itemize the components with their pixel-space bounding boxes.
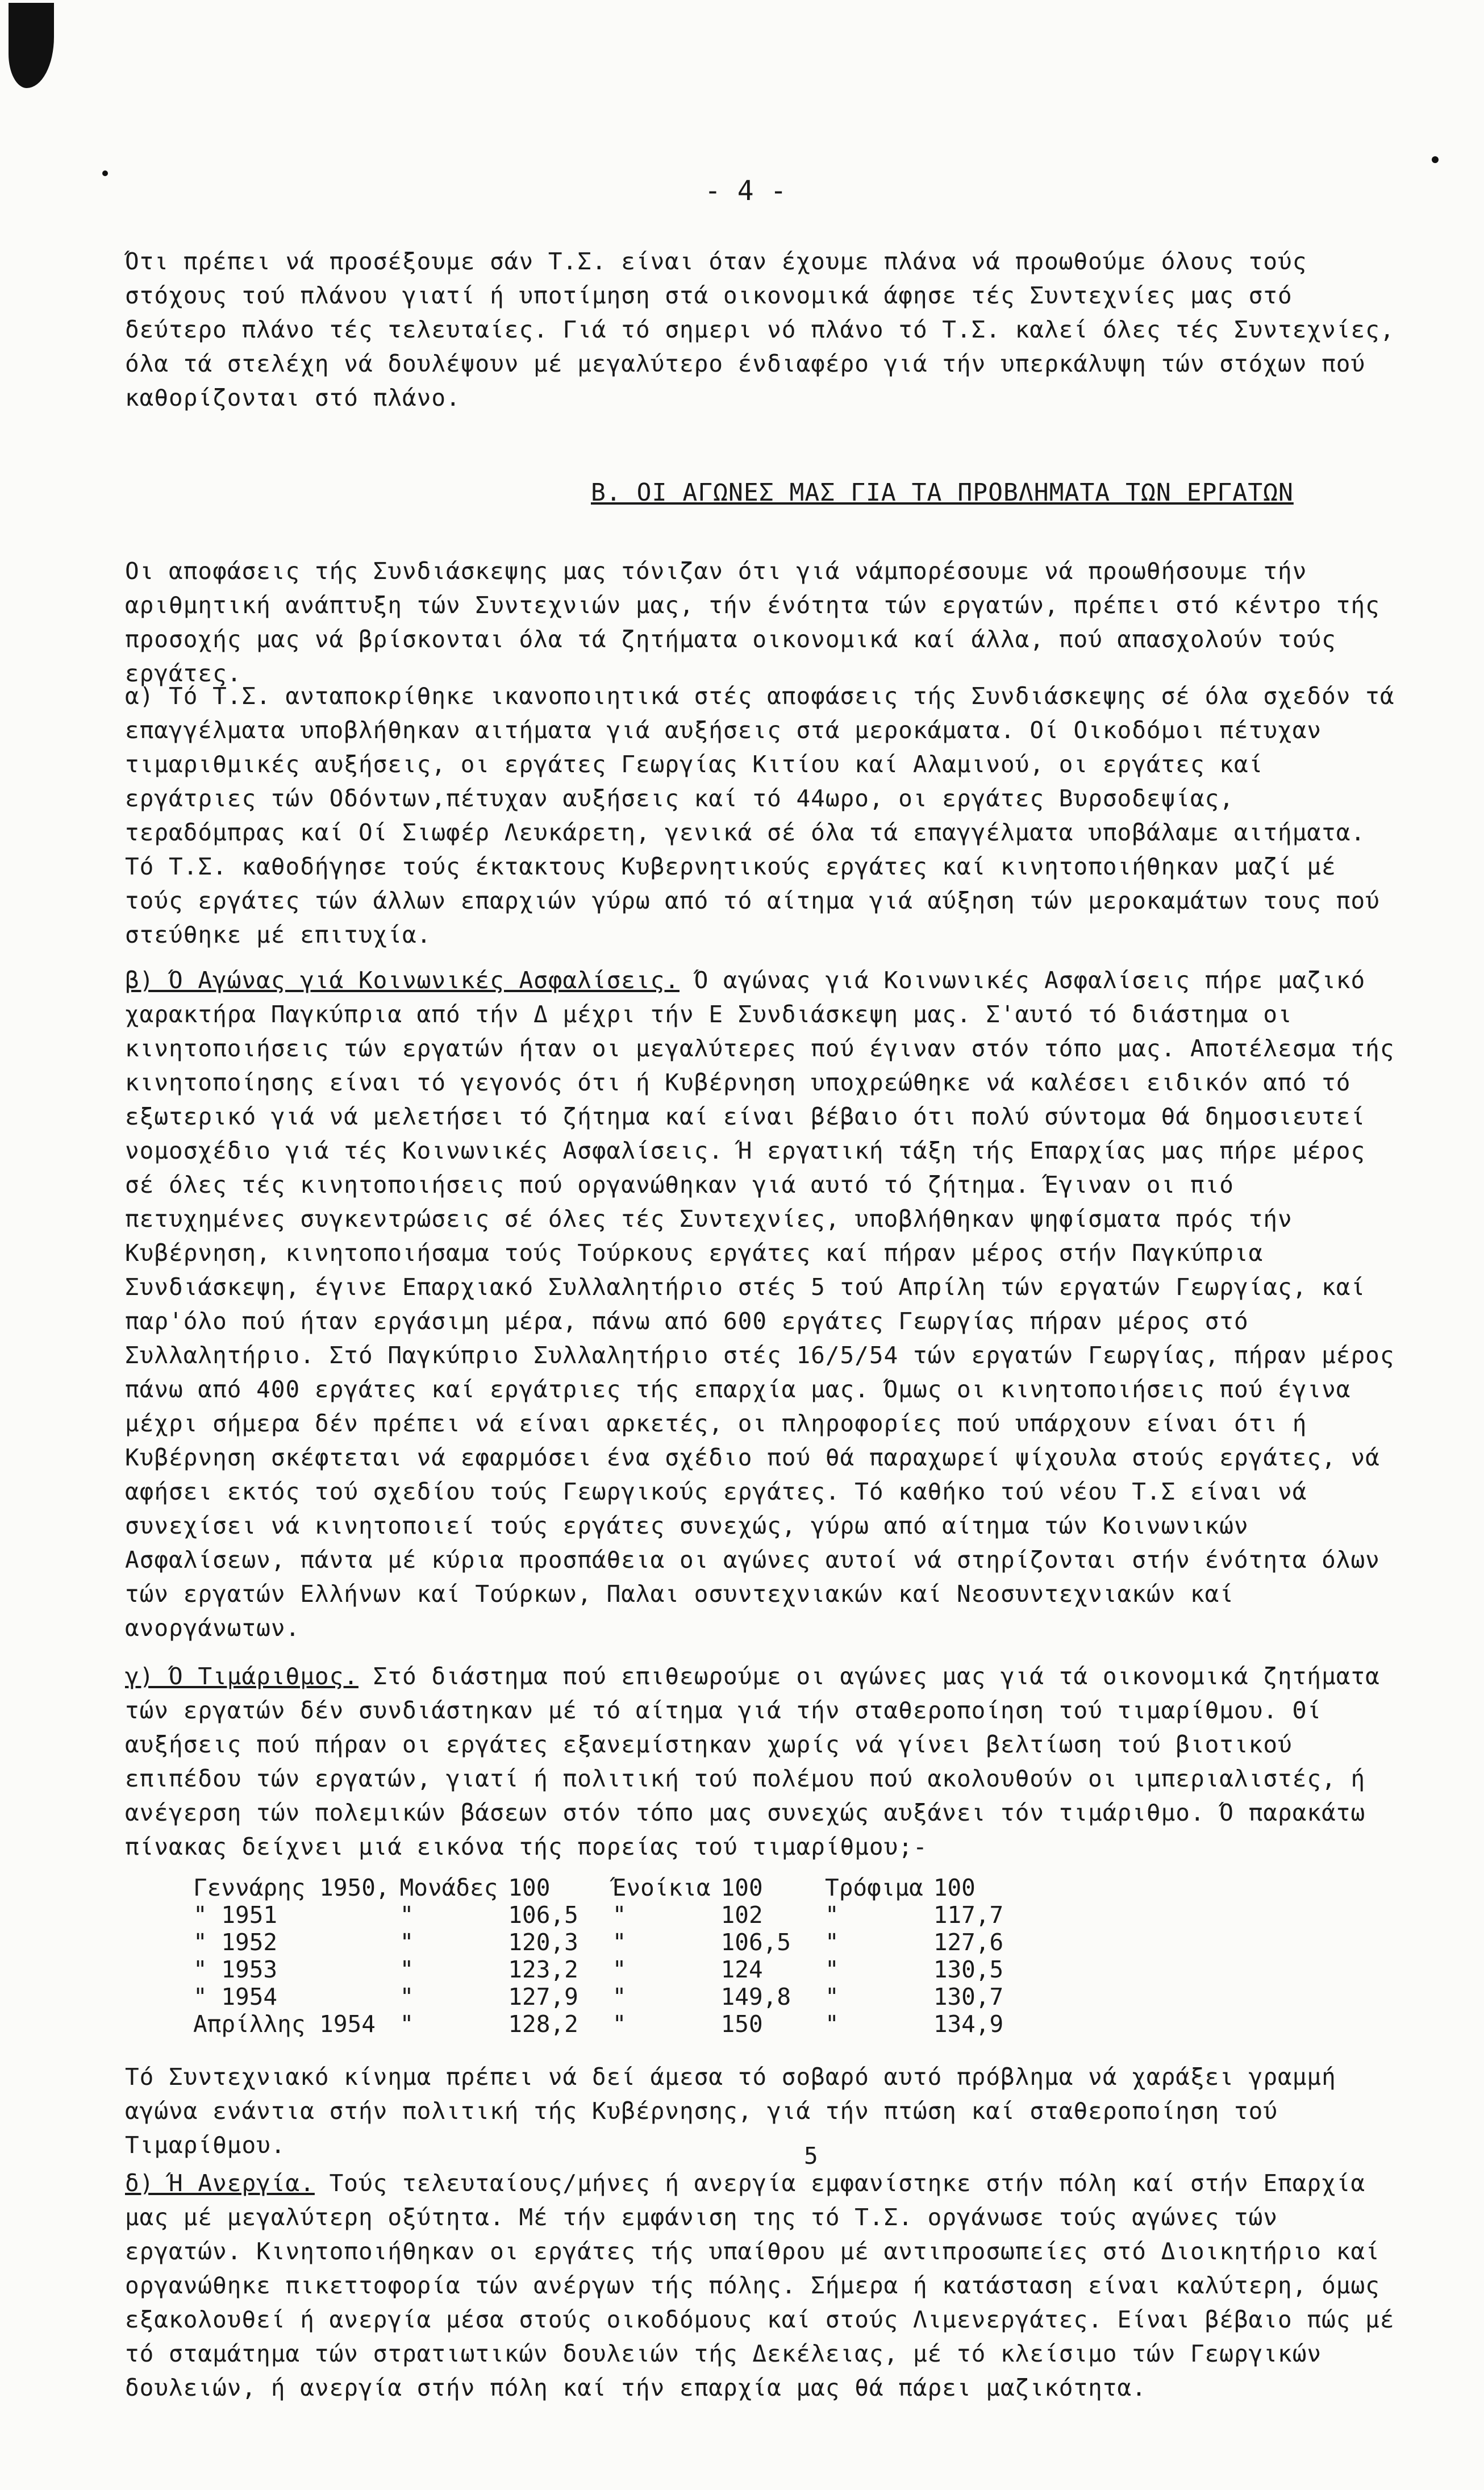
- table-cell-date: Απρίλλης 1954: [193, 2010, 376, 2038]
- paragraph-opening: Οι αποφάσεις τής Συνδιάσκεψης μας τόνιζαν ότι γιά νάμπορέσουμε νά προωθήσουμε τήν αριθμητική ανάπτυξη τών Συντεχνιών μας, τήν ένότητα τών εργατών, πρέπει στό κέντρο τής προσοχής μας νά βρίσκονται όλα τά ζητήματα οικονομικά καί άλλα, πού απασχολούν τούς εργάτες.: [125, 557, 1395, 687]
- table-cell-rent: 124: [720, 1956, 763, 1983]
- table-cell-rent: 106,5: [720, 1929, 791, 1956]
- scan-artifact: [1432, 156, 1439, 163]
- footnote-mark: 5: [804, 2142, 818, 2170]
- table-cell-food-label: ": [825, 1901, 839, 1929]
- table-cell-food-label: ": [825, 1983, 839, 2010]
- paragraph-b: Ό αγώνας γιά Κοινωνικές Ασφαλίσεις πήρε μαζικό χαρακτήρα Παγκύπρια από τήν Δ μέχρι τήν Ε Συνδιάσκεψη μας. Σ'αυτό τό διάστημα οι κινητοποιήσεις τών εργατών ήταν οι μεγαλύτερες πού έγιναν στόν τόπο μας. Αποτέλεσμα τής κινητοποίησης είναι τό γεγονός ότι ή Κυβέρνηση υποχρεώθηκε νά καλέσει ειδικόν από τό εξωτερικό γιά νά μελετήσει τό ζήτημα καί είναι βέβαιο ότι πολύ σύντομα θά δημοσιευτεί νομοσχέδιο γιά τές Κοινωνικές Ασφαλίσεις. Ή εργατική τάξη τής Επαρχίας μας πήρε μέρος σέ όλες τές κινητοποιήσεις πού οργανώθηκαν γιά αυτό τό ζήτημα. Έγιναν οι πιό πετυχημένες συγκεντρώσεις σέ όλες τές Συντεχνίες, υποβλήθηκαν ψηφίσματα πρός τήν Κυβέρνηση, κινητοποιήσαμα τούς Τούρκους εργάτες καί πήραν μέρος στήν Παγκύπρια Συνδιάσκεψη, έγινε Επαρχιακό Συλλαλητήριο στές 5 τού Απρίλη τών εργατών Γεωργίας, καί παρ'όλο πού ήταν εργάσιμη μέρα, πάνω από 600 εργάτες Γεωργίας πήραν μέρος στό Συλλαλητήριο. Στό Παγκύπριο Συλλαλητήριο στές 16/5/54 τών εργατών Γεωργίας, πήραν μέρος πάνω από 400 εργάτες καί εργάτριες τής επαρχία μας. Όμως οι κινητοποιήσεις πού έγινα μέχρι σήμερα δέν πρέπει νά είναι αρκετές, οι πληροφορίες πού υπάρχουν είναι ότι ή Κυβέρνηση σκέφτεται νά εφαρμόσει ένα σχέδιο πού θά παραχωρεί ψίχουλα στούς εργάτες, νά αφήσει εκτός τού σχεδίου τούς Γεωργικούς εργάτες. Τό καθήκο τού νέου Τ.Σ είναι νά συνεχίσει νά κινητοποιεί τούς εργάτες συνεχώς, γύρω από αίτημα τών Κοινωνικών Ασφαλίσεων, πάντα μέ κύρια προσπάθεια οι αγώνες αυτοί νά στηρίζονται στήν ένότητα όλων τών εργατών Ελλήνων καί Τούρκων, Παλαι οσυντεχνιακών καί Νεοσυντεχνιακών καί ανοργάνωτων.: [125, 967, 1410, 1642]
- table-cell-units: ": [399, 2010, 414, 2038]
- section-heading: Β. ΟΙ ΑΓΩΝΕΣ ΜΑΣ ΓΙΑ ΤΑ ΠΡΟΒΛΗΜΑΤΑ ΤΩΝ ΕΡΓΑΤΩΝ: [591, 478, 1294, 507]
- table-cell-total: 106,5: [508, 1901, 578, 1929]
- table-row: [193, 1901, 1014, 1929]
- table-cell-food-label: ": [825, 2010, 839, 2038]
- table-cell-units: ": [399, 1929, 414, 1956]
- table-cell-units: ": [399, 1983, 414, 2010]
- table-cell-units: Μονάδες: [399, 1874, 498, 1901]
- paragraph-c: Στό διάστημα πού επιθεωρούμε οι αγώνες μας γιά τά οικονομικά ζητήματα τών εργατών δέν συνδιάστηκαν μέ τό αίτημα γιά τήν σταθεροποίηση τού τιμαρίθμου. Θί αυξήσεις πού πήραν οι εργάτες εξανεμίστηκαν χωρίς νά γίνει βελτίωση τού βιοτικού επιπέδου τών εργατών, γιατί ή πολιτική τού πολέμου πού ακολουθούν οι ιμπεριαλιστές, ή ανέγερση τών πολεμικών βάσεων στόν τόπο μας συνεχώς αυξάνει τόν τιμάριθμο. Ό παρακάτω πίνακας δείχνει μιά εικόνα τής πορείας τού τιμαρίθμου;-: [125, 1663, 1395, 1860]
- table-cell-food: 130,7: [933, 1983, 1004, 2010]
- table-cell-units: ": [399, 1901, 414, 1929]
- table-cell-rent: 100: [720, 1874, 763, 1901]
- table-cell-total: 128,2: [508, 2010, 578, 2038]
- table-cell-food: 134,9: [933, 2010, 1004, 2038]
- table-cell-food-label: Τρόφιμα: [825, 1874, 923, 1901]
- paragraph-b-label: β) Ό Αγώνας γιά Κοινωνικές Ασφαλίσεις.: [125, 967, 680, 994]
- table-cell-rent-label: ": [612, 2010, 627, 2038]
- table-cell-rent-label: ": [612, 1983, 627, 2010]
- scan-artifact: [102, 170, 108, 176]
- table-cell-units: ": [399, 1956, 414, 1983]
- table-cell-date: " 1953: [193, 1956, 278, 1983]
- table-cell-total: 127,9: [508, 1983, 578, 2010]
- table-cell-total: 100: [508, 1874, 551, 1901]
- table-cell-rent-label: ": [612, 1929, 627, 1956]
- table-cell-rent: 102: [720, 1901, 763, 1929]
- paragraph-d: Τούς τελευταίους/μήνες ή ανεργία εμφανίστηκε στήν πόλη καί στήν Επαρχία μας μέ μεγαλύτερη οξύτητα. Μέ τήν εμφάνιση της τό Τ.Σ. οργάνωσε τούς αγώνες τών εργατών. Κινητοποιήθηκαν οι εργάτες τής υπαίθρου μέ αντιπροσωπείες στό Διοικητήριο καί οργανώθηκε πικεττοφορία τών ανέργων τής πόλης. Σήμερα ή κατάσταση είναι καλύτερη, όμως εξακολουθεί ή ανεργία μέσα στούς οικοδόμους καί στούς Λιμενεργάτες. Είναι βέβαιο πώς μέ τό σταμάτημα τών στρατιωτικών δουλειών τής Δεκέλειας, μέ τό κλείσιμο τών Γεωργικών δουλειών, ή ανεργία στήν πόλη καί τήν επαρχία μας θά πάρει μαζικότητα.: [125, 2170, 1410, 2401]
- table-cell-total: 123,2: [508, 1956, 578, 1983]
- table-cell-rent-label: Ένοίκια: [612, 1874, 711, 1901]
- table-cell-food: 127,6: [933, 1929, 1004, 1956]
- table-cell-food: 100: [933, 1874, 976, 1901]
- table-cell-food: 117,7: [933, 1901, 1004, 1929]
- paragraph-d-label: δ) Ή Ανεργία.: [125, 2170, 315, 2197]
- paragraph-c-label: γ) Ό Τιμάριθμος.: [125, 1663, 359, 1690]
- table-cell-food: 130,5: [933, 1956, 1004, 1983]
- price-index-table: [193, 1874, 1014, 2038]
- scan-artifact: [9, 3, 54, 88]
- page-number: - 4 -: [705, 175, 787, 207]
- table-cell-rent: 150: [720, 2010, 763, 2038]
- paragraph-c-block: [125, 1659, 1398, 1864]
- paragraph-b-block: [125, 963, 1410, 1645]
- table-cell-food-label: ": [825, 1956, 839, 1983]
- table-row: [193, 2010, 1014, 2038]
- paragraph-after-table: Τό Συντεχνιακό κίνημα πρέπει νά δεί άμεσα τό σοβαρό αυτό πρόβλημα νά χαράξει γραμμή αγώνα ενάντια στήν πολιτική τής Κυβέρνησης, γιά τήν πτώση καί σταθεροποίηση τού Τιμαρίθμου.: [125, 2063, 1351, 2159]
- table-row: [193, 1983, 1014, 2010]
- table-cell-date: " 1954: [193, 1983, 278, 2010]
- table-cell-date: " 1952: [193, 1929, 278, 1956]
- intro-paragraph: Ότι πρέπει νά προσέξουμε σάν Τ.Σ. είναι όταν έχουμε πλάνα νά προωθούμε όλους τούς στόχους τού πλάνου γιατί ή υποτίμηση στά οικονομικά άφησε τές Συντεχνίες μας στό δεύτερο πλάνο τές τελευταίες. Γιά τό σημερι νό πλάνο τό Τ.Σ. καλεί όλες τές Συντεχνίες, όλα τά στελέχη νά δουλέψουν μέ μεγαλύτερο ένδιαφέρο γιά τήν υπερκάλυψη τών στόχων πού καθορίζονται στό πλάνο.: [125, 248, 1410, 411]
- table-row: [193, 1929, 1014, 1956]
- paragraph-a: α) Τό Τ.Σ. ανταποκρίθηκε ικανοποιητικά στές αποφάσεις τής Συνδιάσκεψης σέ όλα σχεδόν τά επαγγέλματα υποβλήθηκαν αιτήματα γιά αυξήσεις στά μεροκάματα. Οί Οικοδόμοι πέτυχαν τιμαριθμικές αυξήσεις, οι εργάτες Γεωργίας Κιτίου καί Αλαμινού, οι εργάτες καί εργάτριες τών Οδόντων,πέτυχαν αυξήσεις καί τό 44ωρο, οι εργάτες Βυρσοδεψίας, τεραδόμπρας καί Οί Σιωφέρ Λευκάρετη, γενικά σέ όλα τά επαγγέλματα υποβάλαμε αιτήματα. Τό Τ.Σ. καθοδήγησε τούς έκτακτους Κυβερνητικούς εργάτες καί κινητοποιήθηκαν μαζί μέ τούς εργάτες τών άλλων επαρχιών γύρω από τό αίτημα γιά αύξηση τών μεροκαμάτων τους πού στεύθηκε μέ επιτυχία.: [125, 682, 1410, 948]
- table-cell-date: Γεννάρης 1950,: [193, 1874, 390, 1901]
- table-cell-date: " 1951: [193, 1901, 278, 1929]
- table-cell-rent: 149,8: [720, 1983, 791, 2010]
- table-cell-food-label: ": [825, 1929, 839, 1956]
- table-row: [193, 1874, 1014, 1901]
- table-row: [193, 1956, 1014, 1983]
- paragraph-d-block: [125, 2166, 1410, 2405]
- table-cell-total: 120,3: [508, 1929, 578, 1956]
- table-cell-rent-label: ": [612, 1901, 627, 1929]
- table-cell-rent-label: ": [612, 1956, 627, 1983]
